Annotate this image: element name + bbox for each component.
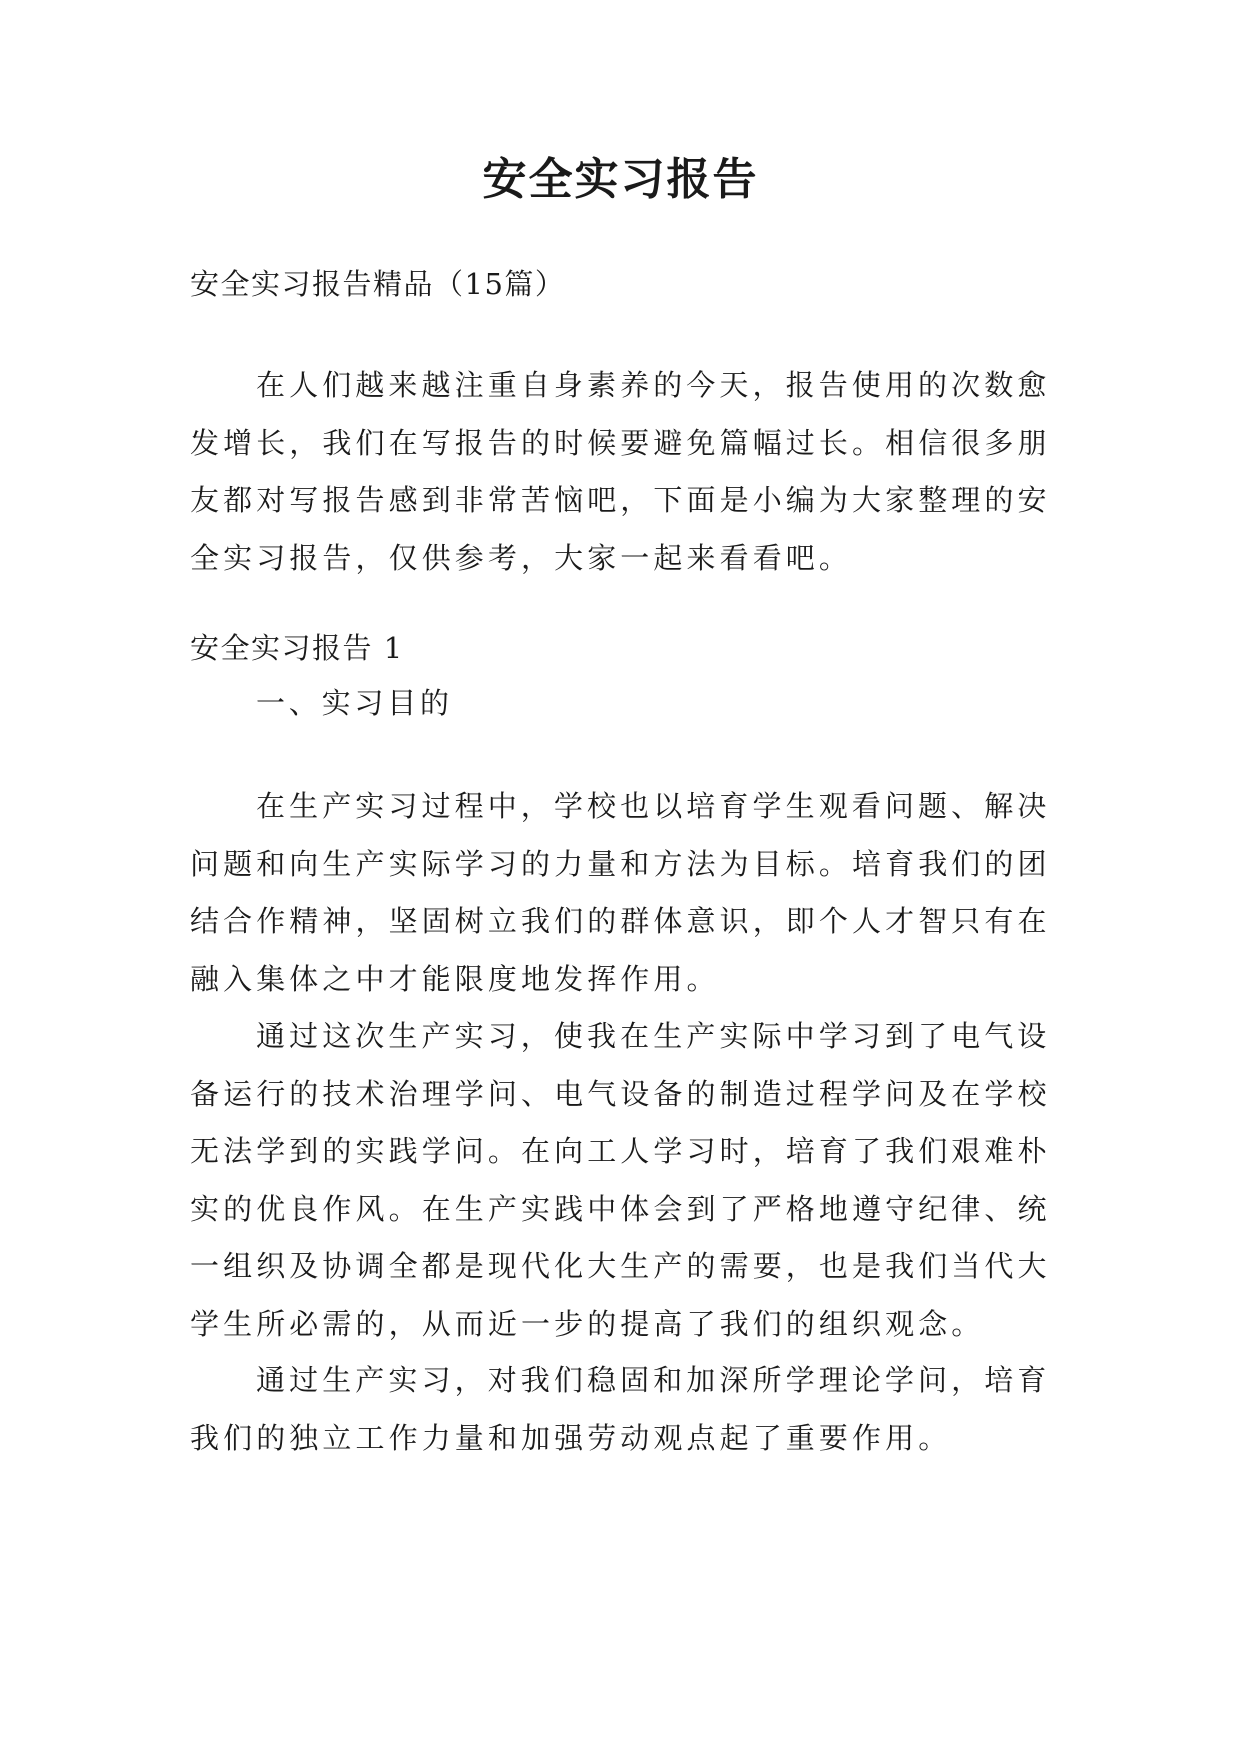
paragraph-line: 学生所必需的，从而近一步的提高了我们的组织观念。 xyxy=(190,1306,985,1341)
paragraph-line: 在生产实习过程中，学校也以培育学生观看问题、解决 xyxy=(256,789,1051,823)
paragraph-2 xyxy=(190,1016,1060,1361)
document-title: 安全实习报告 xyxy=(482,154,759,205)
paragraph-line: 友都对写报告感到非常苦恼吧，下面是小编为大家整理的安 xyxy=(190,483,1051,517)
paragraph-line: 全实习报告，仅供参考，大家一起来看看吧。 xyxy=(190,540,853,575)
section-heading: 安全实习报告 1 xyxy=(190,631,404,665)
paragraph-1 xyxy=(190,786,1060,1016)
paragraph-line: 在人们越来越注重自身素养的今天，报告使用的次数愈 xyxy=(256,368,1051,402)
paragraph-line: 无法学到的实践学问。在向工人学习时，培育了我们艰难朴 xyxy=(190,1134,1051,1168)
paragraph-3 xyxy=(190,1360,1060,1475)
intro-paragraph xyxy=(190,365,1060,595)
subsection-heading: 一、实习目的 xyxy=(256,686,453,720)
paragraph-line: 实的优良作风。在生产实践中体会到了严格地遵守纪律、统 xyxy=(190,1191,1051,1226)
paragraph-line: 结合作精神，坚固树立我们的群体意识，即个人才智只有在 xyxy=(190,904,1051,938)
paragraph-line: 一组织及协调全都是现代化大生产的需要，也是我们当代大 xyxy=(190,1249,1051,1283)
paragraph-line: 我们的独立工作力量和加强劳动观点起了重要作用。 xyxy=(190,1420,952,1455)
paragraph-line: 发增长，我们在写报告的时候要避免篇幅过长。相信很多朋 xyxy=(190,425,1051,460)
document-subtitle: 安全实习报告精品（15篇） xyxy=(190,267,566,301)
paragraph-line: 融入集体之中才能限度地发挥作用。 xyxy=(190,961,720,996)
paragraph-line: 备运行的技术治理学问、电气设备的制造过程学问及在学校 xyxy=(190,1076,1051,1111)
paragraph-line: 问题和向生产实际学习的力量和方法为目标。培育我们的团 xyxy=(190,846,1051,881)
paragraph-line: 通过生产实习，对我们稳固和加深所学理论学问，培育 xyxy=(256,1363,1051,1397)
paragraph-line: 通过这次生产实习，使我在生产实际中学习到了电气设 xyxy=(256,1019,1051,1053)
